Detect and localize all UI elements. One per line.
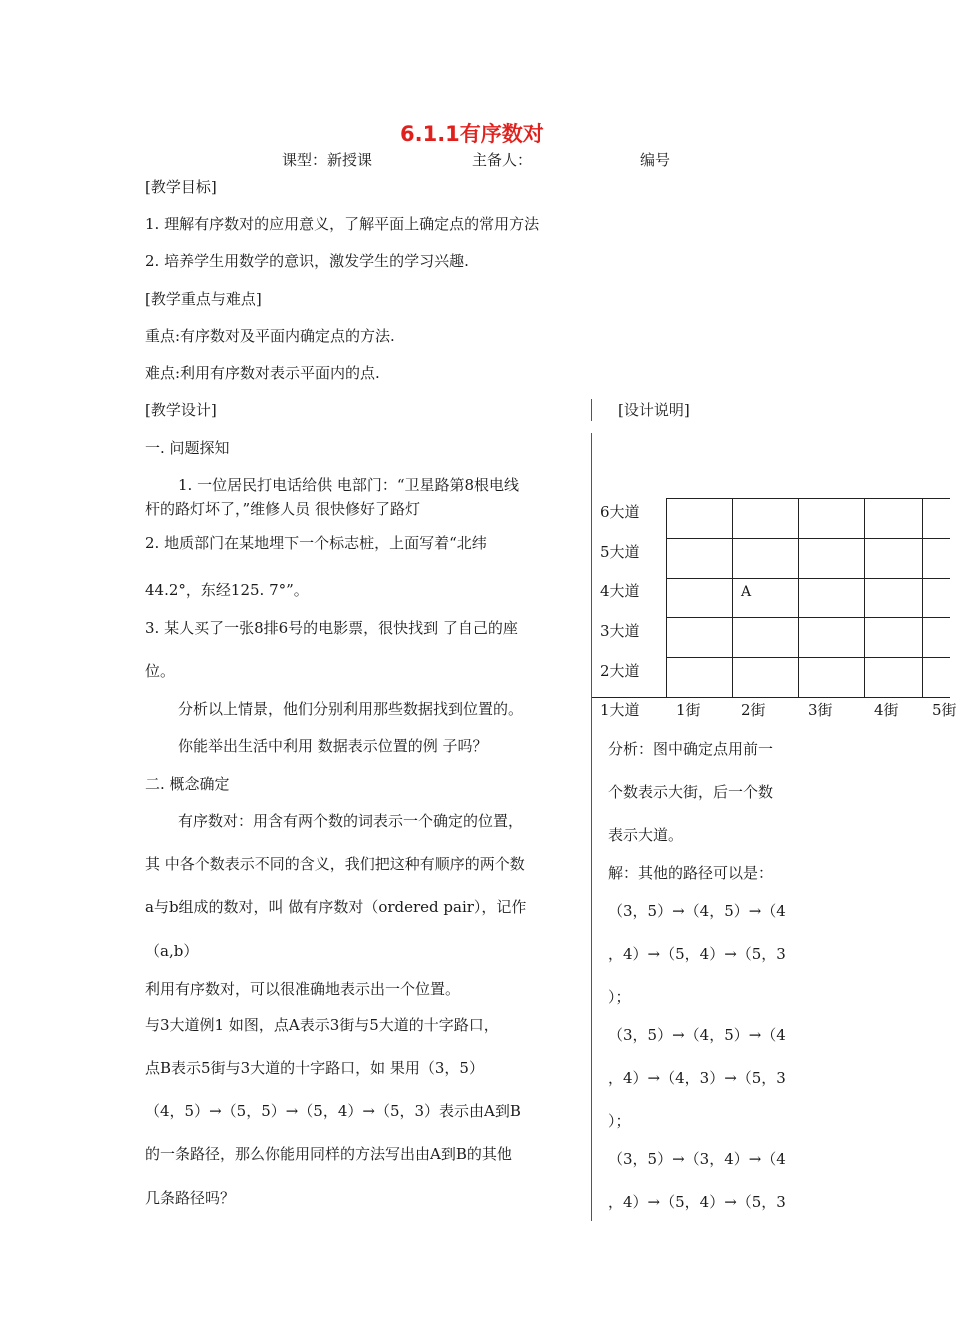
- column-divider: [591, 399, 592, 421]
- focus-heading: [教学重点与难点]: [145, 290, 262, 308]
- body-line: 其 中各个数表示不同的含义，我们把这种有顺序的两个数: [145, 855, 525, 873]
- body-line: 与3大道例1 如图，点A表示3街与5大道的十字路口，: [145, 1016, 499, 1034]
- note-line: （3，5）→（3，4）→（4: [608, 1150, 786, 1168]
- design-note-heading: [设计说明]: [618, 401, 690, 419]
- body-line: 位。: [145, 662, 176, 680]
- body-line: 有序数对：用含有两个数的词表示一个确定的位置，: [178, 812, 524, 830]
- body-line: 的一条路径，那么你能用同样的方法写出由A到B的其他: [145, 1145, 512, 1163]
- street-label: 2街: [741, 701, 766, 719]
- body-line: 3. 某人买了一张8排6号的电影票，很快找到 了自己的座: [145, 619, 518, 637]
- street-label: 3街: [808, 701, 833, 719]
- avenue-label: 6大道: [600, 503, 640, 521]
- note-line: ）；: [608, 1112, 631, 1130]
- body-line: 几条路径吗？: [145, 1189, 236, 1207]
- note-line: 表示大道。: [608, 826, 684, 844]
- preparer-label: 主备人：: [472, 151, 533, 169]
- grid-line: [666, 538, 950, 539]
- body-line: 分析以上情景，他们分别利用那些数据找到位置的。: [178, 700, 524, 718]
- avenue-label: 4大道: [600, 582, 640, 600]
- note-line: ，4）→（5，4）→（5，3: [608, 945, 786, 963]
- note-line: 个数表示大街，后一个数: [608, 783, 774, 801]
- street-label: 4街: [874, 701, 899, 719]
- grid-line: [592, 697, 950, 698]
- section-heading: 一. 问题探知: [145, 439, 230, 457]
- note-line: ，4）→（4，3）→（5，3: [608, 1069, 786, 1087]
- grid-line: [666, 498, 950, 499]
- note-line: 分析：图中确定点用前一: [608, 740, 774, 758]
- grid-line: [732, 498, 733, 697]
- note-line: ）；: [608, 988, 631, 1006]
- point-a-label: A: [741, 584, 752, 600]
- objective-item: 1. 理解有序数对的应用意义，了解平面上确定点的常用方法: [145, 215, 540, 233]
- body-line: 2. 地质部门在某地埋下一个标志桩，上面写着“北纬: [145, 534, 487, 552]
- avenue-label: 3大道: [600, 622, 640, 640]
- note-line: ，4）→（5，4）→（5，3: [608, 1193, 786, 1211]
- body-line: 1. 一位居民打电话给供 电部门：“卫星路第8根电线: [178, 476, 520, 494]
- street-label: 5街: [932, 701, 957, 719]
- section-heading: 二. 概念确定: [145, 775, 230, 793]
- difficult-point: 难点:利用有序数对表示平面内的点.: [145, 364, 380, 382]
- objective-item: 2. 培养学生用数学的意识，激发学生的学习兴趣.: [145, 252, 469, 270]
- course-type: 课型：新授课: [282, 151, 373, 169]
- body-line: 44.2°，东经125. 7°”。: [145, 581, 309, 599]
- avenue-label: 1大道: [600, 701, 640, 719]
- avenue-label: 5大道: [600, 543, 640, 561]
- design-heading: [教学设计]: [145, 401, 217, 419]
- street-label: 1街: [676, 701, 701, 719]
- grid-line: [666, 617, 950, 618]
- grid-line: [922, 498, 923, 697]
- objectives-heading: [教学目标]: [145, 178, 217, 196]
- note-line: 解：其他的路径可以是：: [608, 864, 774, 882]
- body-line: 杆的路灯坏了，”维修人员 很快修好了路灯: [145, 500, 420, 518]
- key-point: 重点:有序数对及平面内确定点的方法.: [145, 327, 395, 345]
- avenue-label: 2大道: [600, 662, 640, 680]
- grid-line: [864, 498, 865, 697]
- page-title: 6.1.1有序数对: [400, 122, 544, 146]
- column-divider: [591, 433, 592, 1221]
- body-line: 点B表示5街与3大道的十字路口，如 果用（3，5）: [145, 1059, 484, 1077]
- number-label: 编号: [640, 151, 671, 169]
- grid-line: [798, 498, 799, 697]
- note-line: （3，5）→（4，5）→（4: [608, 1026, 786, 1044]
- grid-line: [666, 578, 950, 579]
- body-line: 你能举出生活中利用 数据表示位置的例 子吗？: [178, 737, 488, 755]
- note-line: （3，5）→（4，5）→（4: [608, 902, 786, 920]
- body-line: a与b组成的数对，叫 做有序数对（ordered pair），记作: [145, 898, 527, 916]
- body-line: （a,b）: [145, 942, 199, 960]
- grid-line: [666, 498, 667, 697]
- grid-line: [666, 657, 950, 658]
- body-line: 利用有序数对，可以很准确地表示出一个位置。: [145, 980, 461, 998]
- body-line: （4，5）→（5，5）→（5，4）→（5，3）表示由A到B: [145, 1102, 521, 1120]
